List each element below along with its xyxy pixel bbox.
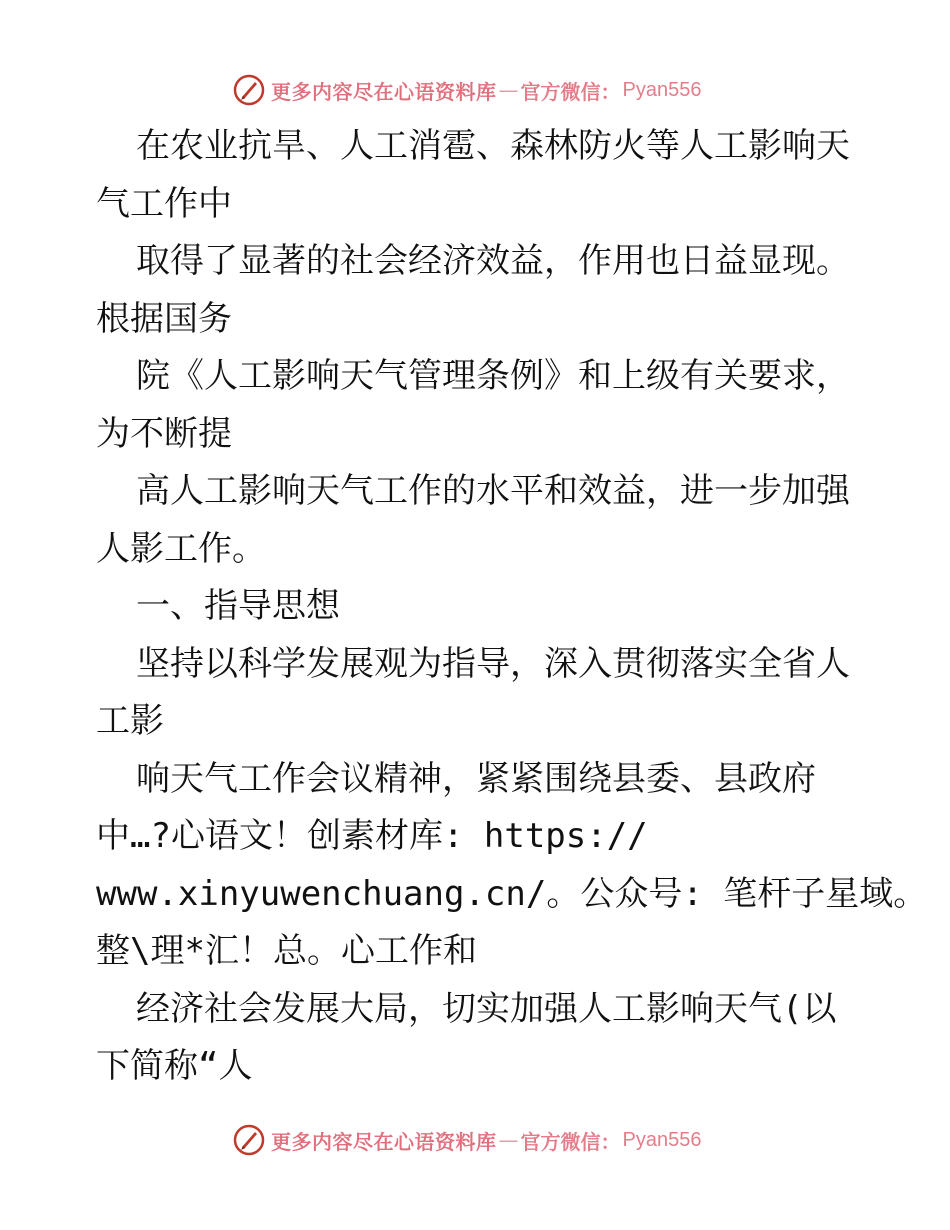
quill-logo-icon (233, 74, 265, 106)
body-line: 根据国务 (96, 298, 232, 339)
header-wechat-id: Pyan556 (622, 78, 702, 101)
body-line: 坚持以科学发展观为指导，深入贯彻落实全省人 (136, 643, 850, 684)
body-line: 下简称“人 (96, 1046, 253, 1086)
footer-banner (233, 1122, 753, 1158)
footer-wechat-id: Pyan556 (622, 1128, 702, 1151)
body-line: 人影工作。 (96, 528, 266, 569)
body-line: 院《人工影响天气管理条例》和上级有关要求， (136, 356, 850, 396)
body-line: 经济社会发展大局，切实加强人工影响天气(以 (136, 988, 837, 1029)
body-line: 高人工影响天气工作的水平和效益，进一步加强 (136, 471, 850, 511)
footer-separator: — (498, 1128, 519, 1152)
footer-wechat-label: 官方微信： (520, 1129, 621, 1154)
footer-brand: 更多内容尽在心语资料库 (271, 1129, 497, 1154)
body-line: 整\理*汇！总。心工作和 (96, 931, 477, 971)
body-line: 工影 (96, 701, 164, 741)
quill-logo-icon (233, 1124, 265, 1156)
body-text (96, 118, 928, 1096)
header-wechat-label: 官方微信： (520, 79, 621, 104)
body-line: www.xinyuwenchuang.cn/。公众号: 笔杆子星域。 (96, 873, 928, 914)
header-banner (233, 72, 753, 108)
body-line: 在农业抗旱、人工消雹、森林防火等人工影响天 (136, 126, 850, 166)
header-separator: — (498, 78, 519, 102)
body-line: 中…?心语文！创素材库: https:// (96, 816, 648, 856)
section-heading: 一、指导思想 (136, 586, 340, 626)
body-line: 取得了显著的社会经济效益，作用也日益显现。 (136, 241, 850, 281)
body-line: 气工作中 (96, 183, 232, 224)
body-line: 响天气工作会议精神，紧紧围绕县委、县政府 (136, 758, 816, 799)
header-brand: 更多内容尽在心语资料库 (271, 79, 497, 104)
body-line: 为不断提 (96, 413, 232, 454)
